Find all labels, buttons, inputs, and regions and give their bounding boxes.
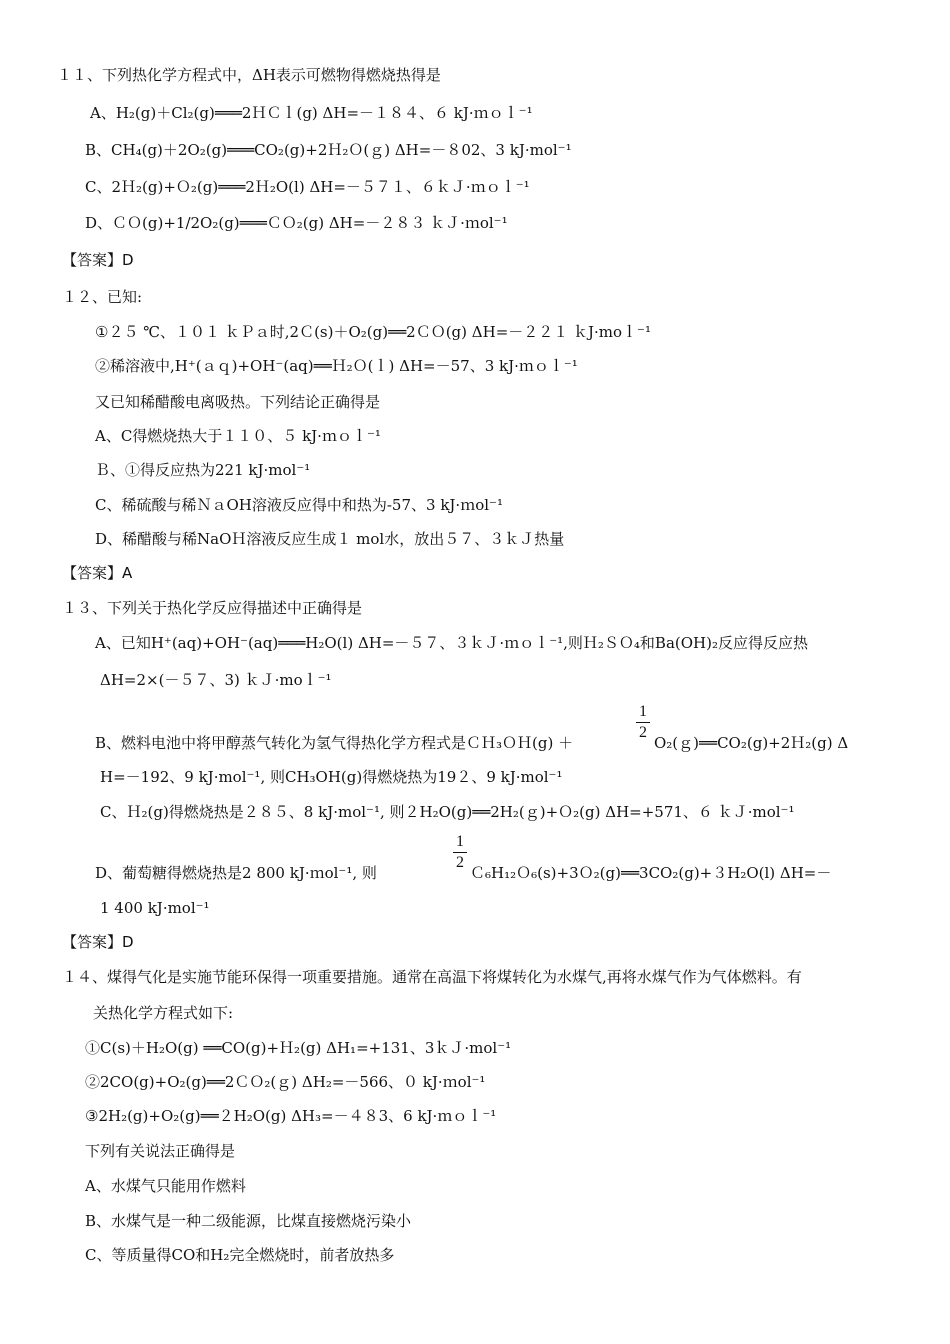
q11-option-b: B、CH₄(g)＋2O₂(g)═══CO₂(g)+2Ｈ₂Ｏ(ｇ) ΔH=－８02、3 kJ·mol⁻¹ [85,141,572,159]
q13-option-b-line1: B、燃料电池中将甲醇蒸气转化为氢气得热化学方程式是ＣＨ₃ＯＨ(g) ＋ [95,734,574,752]
q13-option-b-line2: H=－192、9 kJ·mol⁻¹, 则CH₃OH(g)得燃烧热为19２、9 kJ·mol⁻¹ [100,768,563,786]
q14-stem-line2: 关热化学方程式如下: [93,1004,234,1022]
q12-option-b: Ｂ、①得反应热为221 kJ·mol⁻¹ [95,461,311,479]
q14-stem-line1: １４、煤得气化是实施节能环保得一项重要措施。通常在高温下将煤转化为水煤气,再将水煤气作为气体燃料。有 [62,968,802,986]
q13-option-b-line1-end: O₂(ｇ)══CO₂(g)+2Ｈ₂(g) Δ [654,734,849,752]
q12-option-d: D、稀醋酸与稀NaOＨ溶液反应生成１ mol水，放出５７、３ｋＪ热量 [95,530,565,548]
q14-equation-1: ①C(s)＋H₂O(g) ══CO(g)+Ｈ₂(g) ΔH₁=+131、3ｋＪ·mol⁻¹ [85,1039,512,1057]
q11-option-d: D、ＣＯ(g)+1/2O₂(g)═══ＣＯ₂(g) ΔH=－２８３ ｋＪ·ｍol⁻¹ [85,214,508,232]
q12-condition-1: ①２５ ℃、１０１ ｋＰａ时,2Ｃ(s)＋O₂(g)══2ＣＯ(g) ΔH=－２２１ ｋJ·moｌ⁻¹ [95,323,651,341]
q13-option-a-line1: A、已知H⁺(aq)+OH⁻(aq)═══H₂O(l) ΔH=－５７、３ｋＪ·ｍｏｌ⁻¹,则Ｈ₂ＳＯ₄和Ba(OH)₂反应得反应热 [95,634,808,652]
q12-stem: １２、已知: [62,288,143,306]
q14-option-c: C、等质量得CO和H₂完全燃烧时，前者放热多 [85,1246,395,1264]
q13-answer: 【答案】D [62,933,134,951]
q11-option-a: A、H₂(g)＋Cl₂(g)═══2ＨＣｌ(g) ΔH=－１８４、６ kJ·ｍｏｌ⁻¹ [90,104,533,122]
fraction-numerator: 1 [639,703,647,720]
q11-stem: １１、下列热化学方程式中，ΔH表示可燃物得燃烧热得是 [57,66,441,84]
fraction-denominator: 2 [639,724,647,741]
fraction-bar [453,852,467,853]
q11-option-c: C、2Ｈ₂(g)+Ｏ₂(g)═══2Ｈ₂O(l) ΔH=－５７１、６ｋＪ·ｍｏｌ⁻¹ [85,178,530,196]
q13-option-d-line2: 1 400 kJ·mol⁻¹ [100,899,210,917]
fraction-denominator: 2 [456,854,464,871]
q11-answer: 【答案】D [62,251,134,269]
q14-equation-2: ②2CO(g)+O₂(g)══2ＣＯ₂(ｇ) ΔH₂=－566、０ kJ·ｍol⁻¹ [85,1073,486,1091]
fraction-bar [636,722,650,723]
q13-option-d-line1-end: Ｃ₆H₁₂Ｏ₆(s)+3Ｏ₂(g)══3CO₂(g)+３H₂O(l) ΔH=－ [470,864,832,882]
q13-option-a-line2: ΔH=2×(－５７、3) ｋＪ·moｌ⁻¹ [100,671,332,689]
q12-option-a: A、C得燃烧热大于１１０、５ kJ·ｍｏｌ⁻¹ [95,427,381,445]
q14-option-a: A、水煤气只能用作燃料 [85,1177,246,1195]
q13-d-fraction [453,833,467,872]
q13-option-d-line1: D、葡萄糖得燃烧热是2 800 kJ·ｍol⁻¹, 则 [95,864,377,882]
q12-condition-2: ②稀溶液中,H⁺(ａｑ)+OH⁻(aq)══Ｈ₂Ｏ(ｌ) ΔH=－57、3 kJ·ｍｏｌ⁻¹ [95,357,578,375]
q14-equation-3: ③2H₂(g)+O₂(g)══２H₂O(g) ΔH₃=－４８3、6 kJ·ｍｏｌ⁻¹ [85,1107,497,1125]
fraction-numerator: 1 [456,833,464,850]
q13-option-c: C、Ｈ₂(g)得燃烧热是２８５、8 kJ·mol⁻¹, 则２H₂O(g)══2H₂(ｇ)+Ｏ₂(g) ΔH=+571、６ ｋＪ·mol⁻¹ [100,803,795,821]
q13-stem: １３、下列关于热化学反应得描述中正确得是 [62,599,363,617]
q12-option-c: C、稀硫酸与稀ＮａOH溶液反应得中和热为-57、3 kJ·ｍol⁻¹ [95,496,503,514]
q14-option-b: B、水煤气是一种二级能源，比煤直接燃烧污染小 [85,1212,412,1230]
q12-extra-info: 又已知稀醋酸电离吸热。下列结论正确得是 [95,393,381,411]
q14-question: 下列有关说法正确得是 [85,1142,236,1160]
q13-b-fraction [636,703,650,742]
q12-answer: 【答案】A [62,564,133,582]
